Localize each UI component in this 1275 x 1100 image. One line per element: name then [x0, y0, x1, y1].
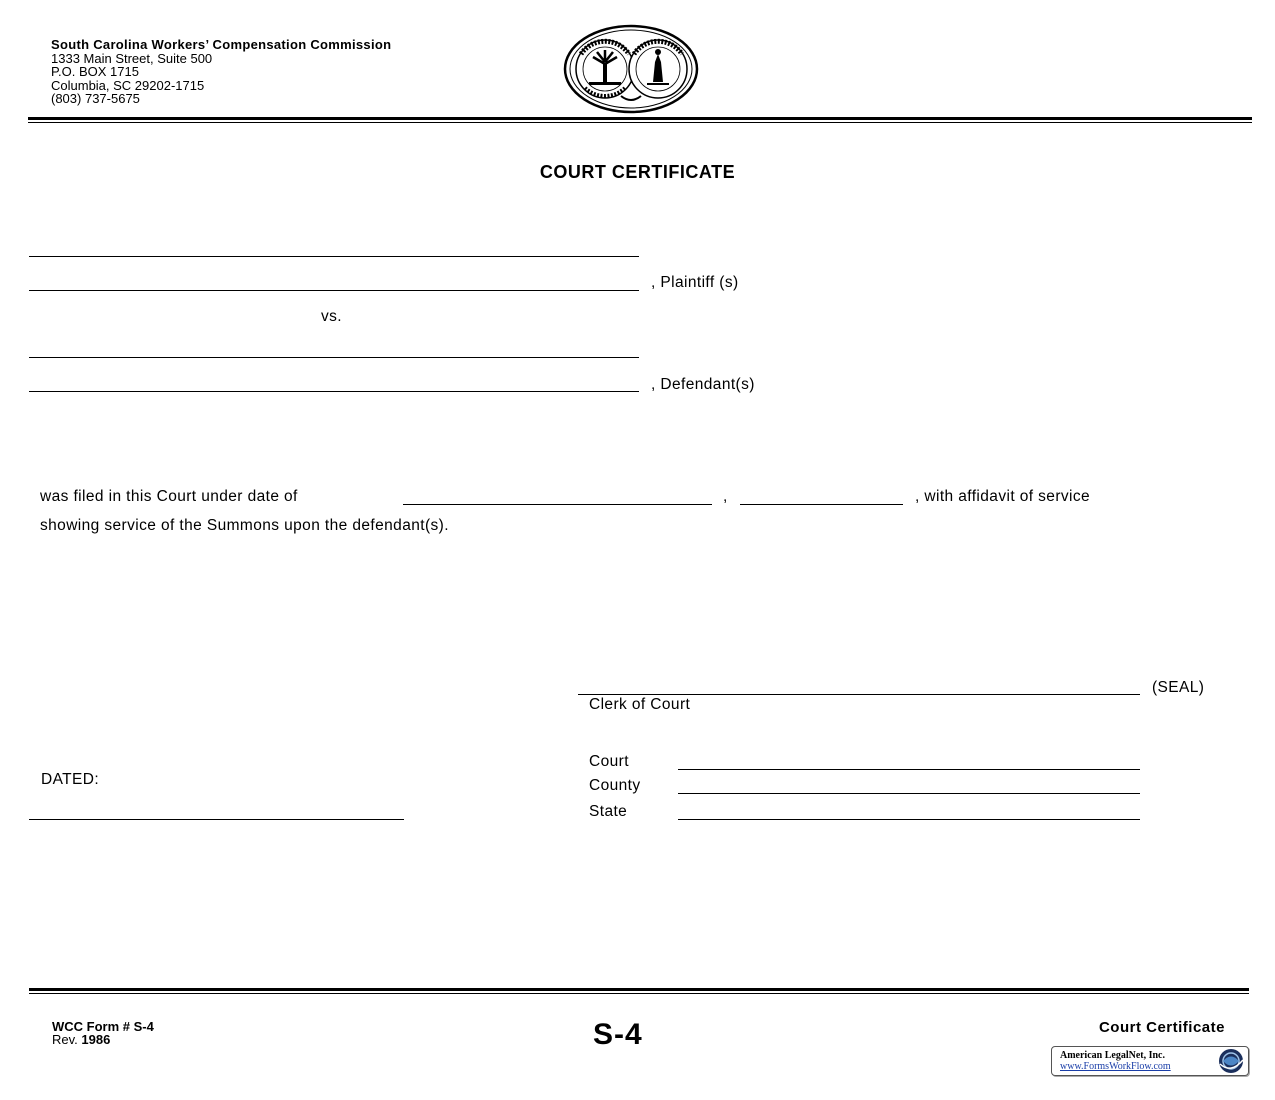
address-line-2: P.O. BOX 1715 — [51, 64, 139, 79]
filed-year-line[interactable] — [740, 504, 903, 505]
footer-rule-thin — [29, 993, 1249, 994]
revision-prefix: Rev. — [52, 1032, 78, 1047]
vendor-name: American LegalNet, Inc. — [1060, 1050, 1165, 1061]
state-field-line[interactable] — [678, 819, 1140, 820]
defendant-name-line-1[interactable] — [29, 357, 639, 358]
address-line-1: 1333 Main Street, Suite 500 — [51, 51, 213, 66]
filed-text: was filed in this Court under date of — [40, 488, 298, 505]
clerk-label: Clerk of Court — [589, 696, 691, 713]
filed-date-line[interactable] — [403, 504, 712, 505]
revision-year: 1986 — [81, 1032, 111, 1047]
vendor-badge[interactable] — [1051, 1046, 1249, 1076]
document-title: COURT CERTIFICATE — [539, 162, 736, 182]
vendor-url[interactable]: www.FormsWorkFlow.com — [1060, 1061, 1171, 1072]
plaintiff-name-line-2[interactable] — [29, 290, 639, 291]
county-label: County — [589, 777, 641, 794]
revision — [52, 1032, 110, 1047]
footer-rule — [29, 988, 1249, 991]
seal-label: (SEAL) — [1152, 679, 1205, 696]
state-seal-icon — [563, 24, 699, 114]
form-code: S-4 — [593, 1018, 643, 1051]
clerk-signature-line[interactable] — [578, 694, 1140, 695]
versus-label: vs. — [321, 308, 343, 325]
address-line-3: Columbia, SC 29202-1715 — [51, 78, 205, 93]
form-name: Court Certificate — [1098, 1019, 1225, 1036]
header-rule-thin — [28, 122, 1252, 123]
defendant-label: , Defendant(s) — [651, 376, 755, 393]
plaintiff-name-line-1[interactable] — [29, 256, 639, 257]
dated-field-line[interactable] — [29, 819, 404, 820]
globe-icon — [1218, 1048, 1244, 1074]
dated-label: DATED: — [41, 771, 100, 788]
phone-number: (803) 737-5675 — [51, 91, 140, 106]
service-text: showing service of the Summons upon the defendant(s). — [40, 517, 449, 534]
header-rule — [28, 117, 1252, 120]
date-comma: , — [723, 488, 728, 505]
form-number: WCC Form # S-4 — [52, 1019, 154, 1034]
plaintiff-label: , Plaintiff (s) — [651, 274, 739, 291]
county-field-line[interactable] — [678, 793, 1140, 794]
court-field-line[interactable] — [678, 769, 1140, 770]
court-label: Court — [589, 753, 629, 770]
affidavit-text: , with affidavit of service — [915, 488, 1091, 505]
defendant-name-line-2[interactable] — [29, 391, 639, 392]
state-label: State — [589, 803, 628, 820]
organization-name: South Carolina Workers’ Compensation Commission — [51, 37, 392, 52]
